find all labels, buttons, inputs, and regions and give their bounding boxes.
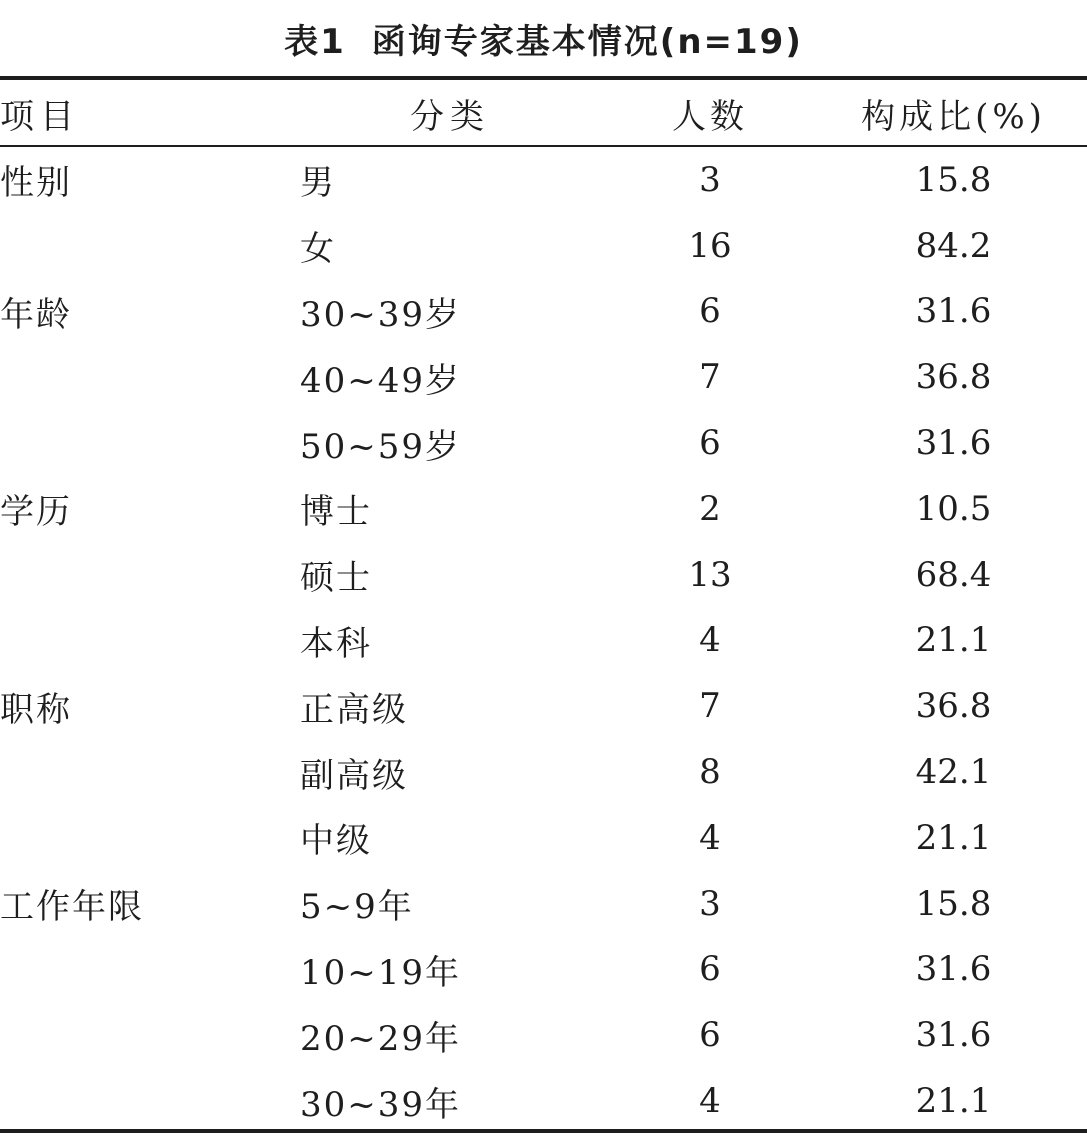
cell-ratio: 21.1 [915,1081,992,1122]
cell-count: 6 [699,1015,721,1056]
cell-category: 30~39岁 [300,294,462,335]
cell-category: 正高级 [300,689,408,730]
cell-count: 6 [699,949,721,990]
cell-ratio: 68.4 [915,554,992,595]
table-row [0,937,1087,1003]
table-number: 表1 [284,22,346,62]
table-caption [0,14,1087,70]
table-row [0,410,1087,476]
cell-category: 男 [300,163,336,204]
cell-ratio: 36.8 [915,686,992,727]
table-row [0,213,1087,279]
table-header [0,82,1087,145]
cell-category: 40~49岁 [300,360,462,401]
cell-item [0,1002,300,1068]
cell-count: 4 [699,620,721,661]
cell-category: 副高级 [300,755,408,796]
cell-item [0,739,300,805]
cell-item [0,344,300,410]
cell-ratio: 31.6 [915,423,992,464]
cell-ratio: 42.1 [915,752,992,793]
cell-count: 6 [699,423,721,464]
cell-item [0,805,300,871]
cell-item: 学历 [0,492,72,533]
cell-ratio: 15.8 [915,883,992,924]
cell-item [0,1068,300,1134]
cell-ratio: 36.8 [915,357,992,398]
cell-item: 工作年限 [0,887,144,928]
cell-count: 2 [699,488,721,529]
bottom-rule [0,1129,1087,1133]
cell-ratio: 15.8 [915,159,992,200]
cell-count: 3 [699,159,721,200]
cell-category: 硕士 [300,558,372,599]
table-row [0,279,1087,345]
cell-category: 30~39年 [300,1084,462,1125]
cell-category: 10~19年 [300,952,462,993]
cell-count: 7 [699,686,721,727]
cell-ratio: 21.1 [915,620,992,661]
cell-count: 8 [699,752,721,793]
cell-count: 3 [699,883,721,924]
cell-category: 中级 [300,821,372,862]
table-row [0,1068,1087,1134]
cell-item: 职称 [0,689,72,730]
table-row [0,542,1087,608]
cell-category: 20~29年 [300,1018,462,1059]
cell-count: 7 [699,357,721,398]
cell-item [0,410,300,476]
cell-ratio: 21.1 [915,817,992,858]
table-title: 函询专家基本情况(n=19) [371,22,803,62]
header-count: 人数 [672,97,748,137]
cell-count: 16 [688,225,732,266]
cell-ratio: 31.6 [915,949,992,990]
cell-category: 50~59岁 [300,426,462,467]
cell-item [0,213,300,279]
top-rule [0,76,1087,80]
cell-item [0,542,300,608]
cell-category: 5~9年 [300,887,414,928]
table-row [0,344,1087,410]
cell-ratio: 84.2 [915,225,992,266]
cell-category: 本科 [300,623,372,664]
cell-item: 性别 [0,163,72,204]
cell-item [0,608,300,674]
table-row [0,739,1087,805]
table-row [0,476,1087,542]
table-row [0,673,1087,739]
cell-category: 女 [300,229,336,270]
cell-count: 4 [699,817,721,858]
table-row [0,871,1087,937]
table-row [0,1002,1087,1068]
table-row [0,608,1087,674]
cell-ratio: 31.6 [915,1015,992,1056]
header-category: 分类 [410,97,490,137]
header-row [0,82,1087,145]
table-row [0,147,1087,213]
table-body [0,147,1087,1134]
header-item: 项目 [0,97,80,137]
table-row [0,805,1087,871]
cell-ratio: 31.6 [915,291,992,332]
cell-item [0,937,300,1003]
cell-count: 13 [688,554,732,595]
cell-count: 4 [699,1081,721,1122]
cell-category: 博士 [300,492,372,533]
header-ratio: 构成比(%) [861,97,1046,137]
cell-item: 年龄 [0,294,72,335]
cell-ratio: 10.5 [915,488,992,529]
cell-count: 6 [699,291,721,332]
